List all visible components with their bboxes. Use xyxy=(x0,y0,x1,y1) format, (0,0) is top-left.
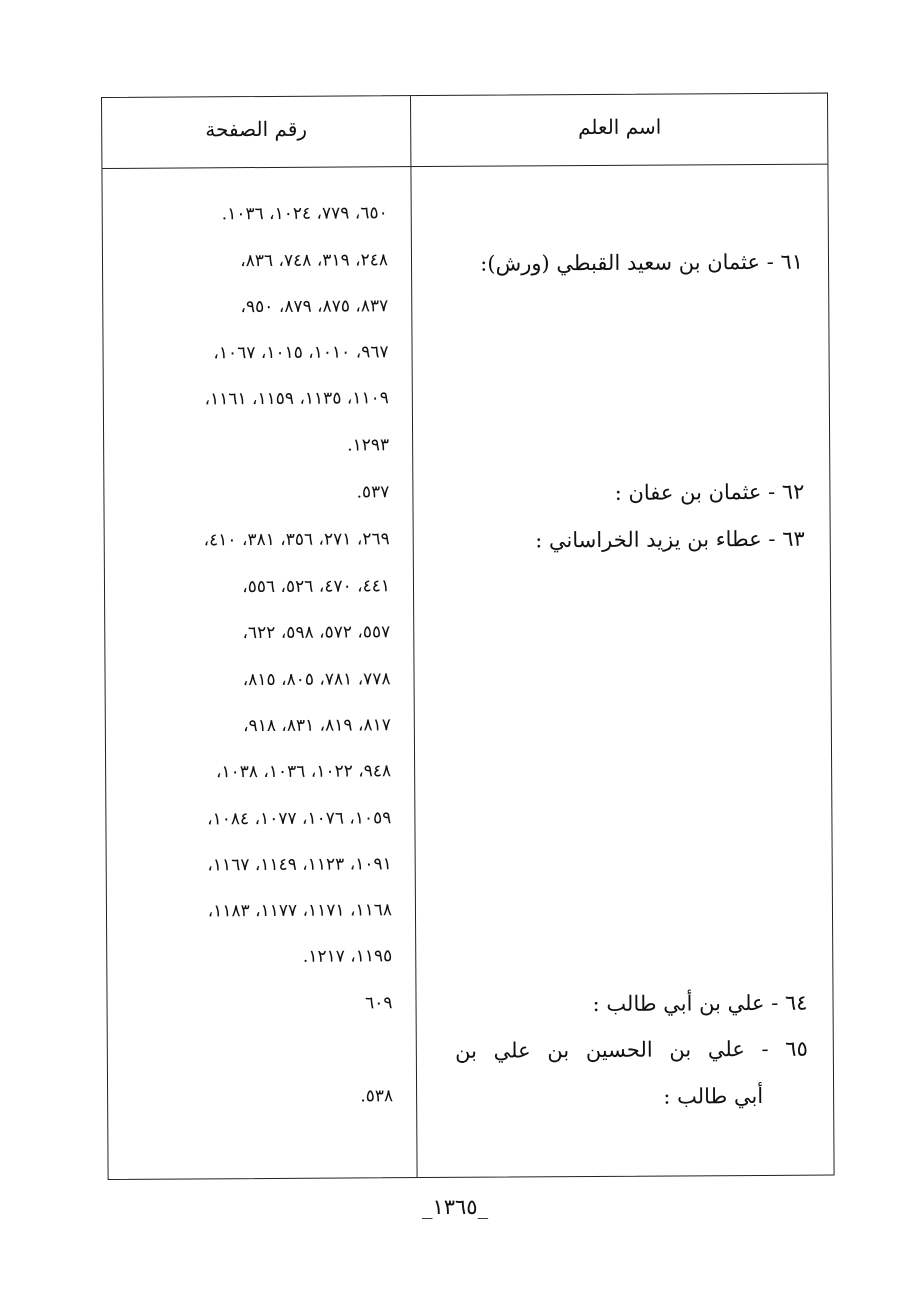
name-entry-62: ٦٢ - عثمان بن عفان : xyxy=(614,479,805,505)
page-line: ٩٦٧، ١٠١٠، ١٠١٥، ١٠٦٧، xyxy=(213,342,389,364)
header-name: اسم العلم xyxy=(578,114,662,140)
page-line: ٥٥٧، ٥٧٢، ٥٩٨، ٦٢٢، xyxy=(242,622,391,644)
page-line: ٨١٧، ٨١٩، ٨٣١، ٩١٨، xyxy=(242,715,391,737)
name-entry-65: ٦٥ - علي بن الحسين بن علي بن xyxy=(455,1036,808,1063)
page-line: ٩٤٨، ١٠٢٢، ١٠٣٦، ١٠٣٨، xyxy=(215,761,392,783)
name-entry-63: ٦٣ - عطاء بن يزيد الخراساني : xyxy=(535,526,805,553)
page-line: ٢٦٩، ٢٧١، ٣٥٦، ٣٨١، ٤١٠، xyxy=(203,529,390,551)
page-line: ١١٠٩، ١١٣٥، ١١٥٩، ١١٦١، xyxy=(204,388,389,410)
page-line: ٢٤٨، ٣١٩، ٧٤٨، ٨٣٦، xyxy=(240,250,389,272)
name-entry-61: ٦١ - عثمان بن سعيد القبطي (ورش): xyxy=(480,249,804,276)
page-line: ٥٣٨. xyxy=(360,1086,394,1107)
page-line: ١٠٥٩، ١٠٧٦، ١٠٧٧، ١٠٨٤، xyxy=(207,808,392,830)
header-page-number: رقم الصفحة xyxy=(205,116,308,142)
page-line: ٤٤١، ٤٧٠، ٥٢٦، ٥٥٦، xyxy=(242,576,391,598)
header-divider xyxy=(102,164,827,169)
page-line: ١٠٩١، ١١٢٣، ١١٤٩، ١١٦٧، xyxy=(207,854,392,876)
page-line: ٥٣٧. xyxy=(356,482,390,503)
page-number: _١٣٦٥_ xyxy=(421,1195,489,1219)
name-entry-64: ٦٤ - علي بن أبي طالب : xyxy=(592,990,808,1017)
page-line: ٧٧٨، ٧٨١، ٨٠٥، ٨١٥، xyxy=(242,669,391,691)
page-line: ١٢٩٣. xyxy=(347,435,390,456)
page-line: ٨٣٧، ٨٧٥، ٨٧٩، ٩٥٠، xyxy=(240,296,389,318)
name-entry-65-continuation: أبي طالب : xyxy=(663,1083,764,1109)
page-line: ١١٦٨، ١١٧١، ١١٧٧، ١١٨٣، xyxy=(207,900,393,922)
page-line: ٦٥٠، ٧٧٩، ١٠٢٤، ١٠٣٦. xyxy=(221,203,388,225)
page-line: ٦٠٩ xyxy=(365,993,393,1014)
page-line: ١١٩٥، ١٢١٧. xyxy=(302,946,393,967)
index-table xyxy=(101,93,835,1180)
column-divider xyxy=(410,96,418,1177)
